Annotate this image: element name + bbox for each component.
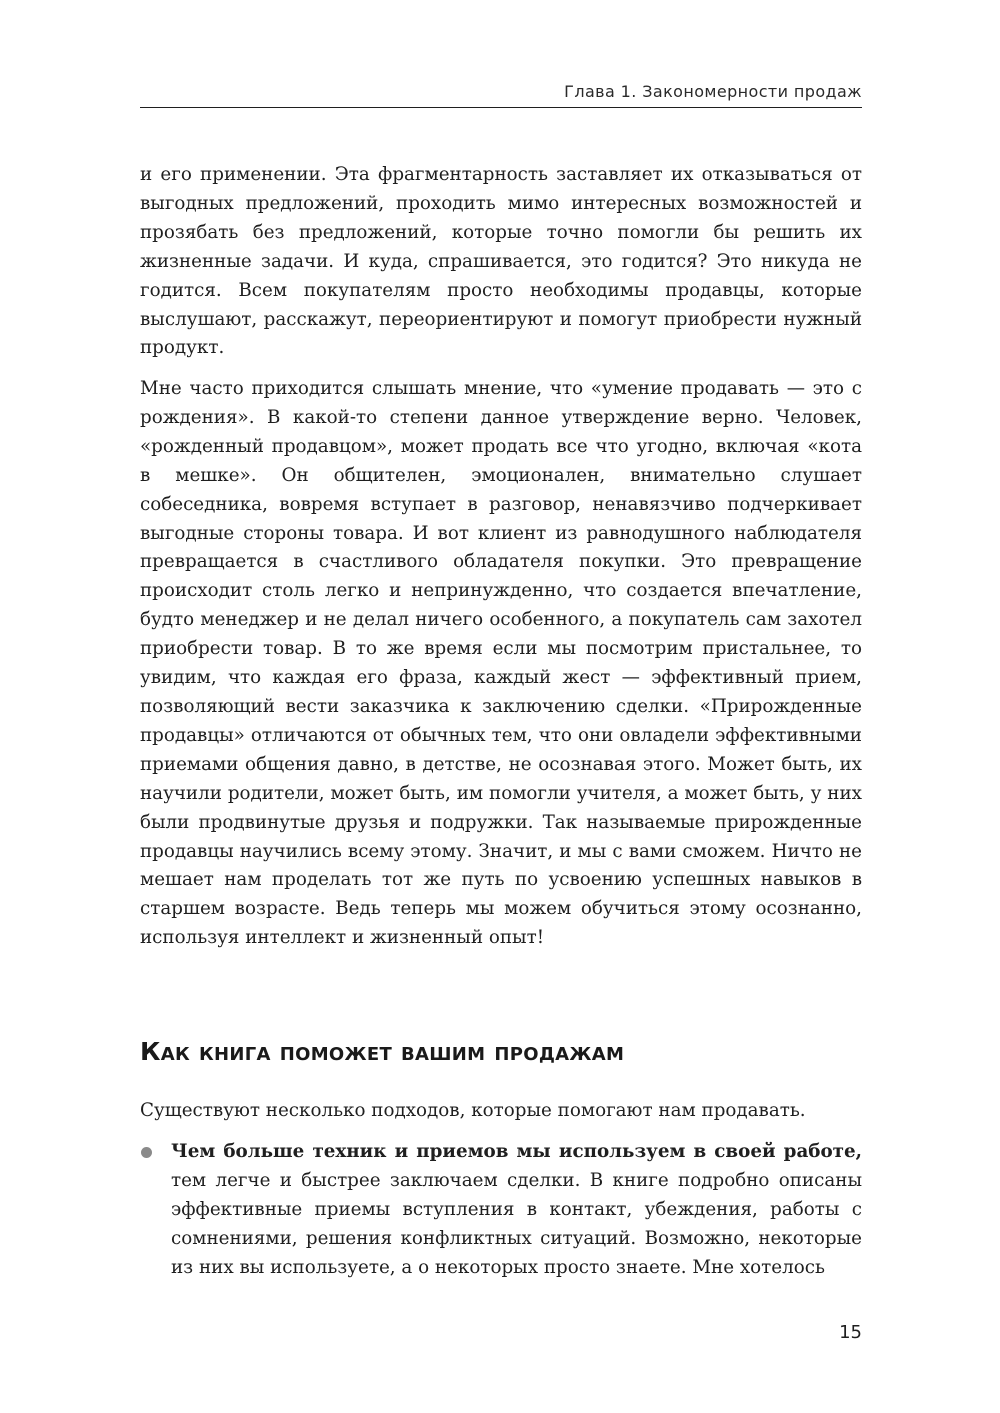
bullet-icon [141,1147,152,1158]
running-head: Глава 1. Закономерности продаж [564,82,862,101]
paragraph-text: Мне часто приходится слышать мнение, что «умение продавать — это с рождения». В какой-то степени данное утверждение верно. Человек, «рожденный продавцом», может продать все что угодно, включая «кота в мешке». Он общителен, эмоционален, внимательно слушает собеседника, вовремя вступает в разговор, ненавязчиво подчеркивает выгодные стороны товара. И вот клиент из равнодушного наблюдателя превращается в счастливого обладателя покупки. Это превращение происходит столь легко и непринужденно, что создается впечатление, будто менеджер и не делал ничего особенного, а покупатель сам захотел приобрести товар. В то же время если мы посмотрим пристальнее, то увидим, что каждая его фраза, каждый жест — эффективный прием, позволяющий вести заказчика к заключению сделки. «Прирожденные продавцы» отличаются от обычных тем, что они овладели эффективными приемами общения давно, в детстве, не осознавая этого. Может быть, их научили родители, может быть, им помогли учителя, а может быть, у них были продвинутые друзья и подружки. Так называемые прирожденные продавцы научились всему этому. Значит, и мы с вами сможем. Ничто не мешает нам проделать тот же путь по усвоению успешных навыков в старшем возрасте. Ведь теперь мы можем обучиться этому осознанно, используя интеллект и жизненный опыт! [140,378,862,949]
section-heading: Как книга поможет вашим продажам [140,1037,625,1066]
bullet-list [140,1138,862,1283]
body-paragraph-2 [140,375,862,953]
bullet-text: тем легче и быстрее заключаем сделки. В книге подробно описаны эффективные приемы вступления в контакт, убеждения, работы с сомнениями, решения конфликтных ситуаций. Возможно, некоторые из них вы используете, а о некоторых просто знаете. Мне хотелось [171,1169,862,1278]
bullet-bold-lead: Чем больше техник и приемов мы используем в своей работе, [171,1141,862,1162]
page-number: 15 [839,1322,862,1343]
body-paragraph-1 [140,161,862,363]
header-rule [140,107,862,108]
section-lead-paragraph: Существуют несколько подходов, которые помогают нам продавать. [140,1100,806,1121]
bullet-item [140,1138,862,1283]
paragraph-text: и его применении. Эта фрагментарность заставляет их отказываться от выгодных предложений, проходить мимо интересных возможностей и прозябать без предложений, которые точно помогли бы решить их жизненные задачи. И куда, спрашивается, это годится? Это никуда не годится. Всем покупателям просто необходимы продавцы, которые выслушают, расскажут, переориентируют и помогут приобрести нужный продукт. [140,164,862,359]
